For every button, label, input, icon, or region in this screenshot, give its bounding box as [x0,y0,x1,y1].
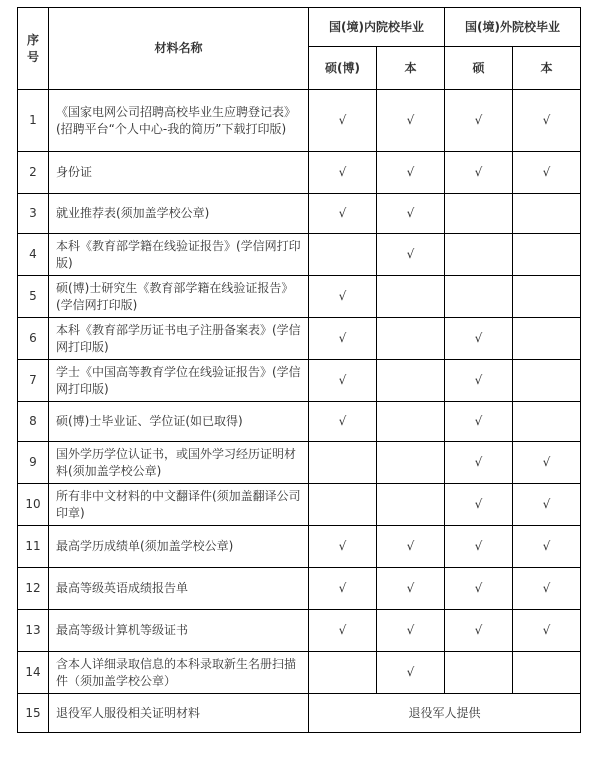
check-cell-domestic-master [309,484,377,526]
check-cell-domestic-bachelor [377,442,445,484]
check-cell-domestic-bachelor [377,402,445,442]
header-domestic-bachelor: 本 [377,47,445,90]
checkmark-icon: √ [474,623,483,637]
table-row [18,526,581,568]
material-name: 本科《教育部学籍在线验证报告》(学信网打印版) [49,234,309,276]
table-row [18,568,581,610]
checkmark-icon: √ [338,113,347,127]
table-row [18,442,581,484]
checkmark-icon: √ [406,581,415,595]
material-name: 最高学历成绩单(须加盖学校公章) [49,526,309,568]
check-cell-domestic-bachelor [377,360,445,402]
check-cell-foreign-bachelor [513,484,581,526]
check-cell-domestic-bachelor [377,318,445,360]
row-number: 12 [18,568,49,610]
checkmark-icon: √ [542,455,551,469]
check-cell-foreign-master [445,652,513,694]
check-cell-domestic-master [309,360,377,402]
check-cell-foreign-master [445,568,513,610]
check-cell-foreign-master [445,442,513,484]
check-cell-domestic-bachelor [377,484,445,526]
checkmark-icon: √ [474,113,483,127]
header-foreign-bachelor: 本 [513,47,581,90]
check-cell-foreign-bachelor [513,194,581,234]
check-cell-foreign-master [445,234,513,276]
material-name: 国外学历学位认证书，或国外学习经历证明材料(须加盖学校公章) [49,442,309,484]
table-row [18,318,581,360]
table-row [18,402,581,442]
check-cell-foreign-bachelor [513,442,581,484]
material-name: 学士《中国高等教育学位在线验证报告》(学信网打印版) [49,360,309,402]
checkmark-icon: √ [474,165,483,179]
checkmark-icon: √ [338,206,347,220]
header-material-name: 材料名称 [49,8,309,90]
checkmark-icon: √ [474,414,483,428]
checkmark-icon: √ [406,247,415,261]
checkmark-icon: √ [406,665,415,679]
row-number: 9 [18,442,49,484]
check-cell-foreign-bachelor [513,152,581,194]
row-number: 13 [18,610,49,652]
check-cell-foreign-bachelor [513,318,581,360]
check-cell-domestic-master [309,152,377,194]
material-name: 硕(博)士研究生《教育部学籍在线验证报告》(学信网打印版) [49,276,309,318]
row-number: 5 [18,276,49,318]
checkmark-icon: √ [406,539,415,553]
check-cell-domestic-master [309,402,377,442]
row-number: 14 [18,652,49,694]
checkmark-icon: √ [406,165,415,179]
check-cell-domestic-master [309,610,377,652]
material-name: 含本人详细录取信息的本科录取新生名册扫描件（须加盖学校公章） [49,652,309,694]
checkmark-icon: √ [474,539,483,553]
check-cell-domestic-master [309,568,377,610]
header-domestic: 国(境)内院校毕业 [309,8,445,47]
checkmark-icon: √ [338,623,347,637]
table-row [18,276,581,318]
material-name: 硕(博)士毕业证、学位证(如已取得) [49,402,309,442]
check-cell-foreign-master [445,484,513,526]
checkmark-icon: √ [542,497,551,511]
check-cell-domestic-bachelor [377,526,445,568]
material-name: 身份证 [49,152,309,194]
row-number: 8 [18,402,49,442]
checkmark-icon: √ [542,623,551,637]
check-cell-foreign-bachelor [513,610,581,652]
checkmark-icon: √ [338,581,347,595]
row-number: 2 [18,152,49,194]
checkmark-icon: √ [338,414,347,428]
materials-table [17,7,581,733]
check-cell-domestic-master [309,318,377,360]
header-foreign-master: 硕 [445,47,513,90]
checkmark-icon: √ [542,113,551,127]
checkmark-icon: √ [338,331,347,345]
check-cell-domestic-master [309,276,377,318]
table-row [18,360,581,402]
material-name: 所有非中文材料的中文翻译件(须加盖翻译公司印章) [49,484,309,526]
check-cell-foreign-master [445,194,513,234]
check-cell-foreign-master [445,526,513,568]
checkmark-icon: √ [338,539,347,553]
checkmark-icon: √ [474,373,483,387]
header-seq: 序 号 [18,8,49,90]
check-cell-foreign-bachelor [513,360,581,402]
row-number: 10 [18,484,49,526]
check-cell-foreign-bachelor [513,526,581,568]
checkmark-icon: √ [338,165,347,179]
checkmark-icon: √ [542,539,551,553]
checkmark-icon: √ [474,581,483,595]
check-cell-domestic-master [309,90,377,152]
row-number: 1 [18,90,49,152]
header-foreign: 国(境)外院校毕业 [445,8,581,47]
check-cell-foreign-bachelor [513,568,581,610]
checkmark-icon: √ [474,497,483,511]
checkmark-icon: √ [406,623,415,637]
checkmark-icon: √ [338,289,347,303]
row-number: 6 [18,318,49,360]
row-number: 7 [18,360,49,402]
check-cell-foreign-bachelor [513,276,581,318]
table-row [18,90,581,152]
table-row [18,610,581,652]
checkmark-icon: √ [474,331,483,345]
material-name: 退役军人服役相关证明材料 [49,694,309,733]
check-cell-foreign-master [445,402,513,442]
table-row [18,694,581,733]
check-cell-foreign-bachelor [513,234,581,276]
check-cell-foreign-master [445,360,513,402]
check-cell-domestic-bachelor [377,610,445,652]
check-cell-foreign-bachelor [513,90,581,152]
check-cell-foreign-master [445,152,513,194]
checkmark-icon: √ [406,206,415,220]
check-cell-domestic-bachelor [377,90,445,152]
check-cell-domestic-master [309,234,377,276]
check-cell-foreign-bachelor [513,652,581,694]
check-cell-foreign-master [445,318,513,360]
material-name: 《国家电网公司招聘高校毕业生应聘登记表》(招聘平台“个人中心-我的简历”下载打印版) [49,90,309,152]
header-domestic-master: 硕(博) [309,47,377,90]
check-cell-domestic-master [309,526,377,568]
check-cell-domestic-bachelor [377,276,445,318]
check-cell-domestic-master [309,442,377,484]
check-cell-domestic-master [309,194,377,234]
check-cell-foreign-master [445,610,513,652]
checkmark-icon: √ [406,113,415,127]
table-row [18,234,581,276]
check-cell-domestic-bachelor [377,234,445,276]
row-number: 11 [18,526,49,568]
table-body [18,90,581,733]
material-name: 最高等级计算机等级证书 [49,610,309,652]
table-row [18,652,581,694]
checkmark-icon: √ [474,455,483,469]
check-cell-foreign-master [445,90,513,152]
row-number: 4 [18,234,49,276]
check-cell-domestic-bachelor [377,152,445,194]
check-cell-domestic-bachelor [377,652,445,694]
provided-by-note: 退役军人提供 [309,694,581,733]
checkmark-icon: √ [542,581,551,595]
material-name: 就业推荐表(须加盖学校公章) [49,194,309,234]
check-cell-domestic-bachelor [377,194,445,234]
check-cell-domestic-master [309,652,377,694]
table-row [18,484,581,526]
check-cell-foreign-bachelor [513,402,581,442]
check-cell-domestic-bachelor [377,568,445,610]
table-row [18,152,581,194]
checkmark-icon: √ [338,373,347,387]
row-number: 15 [18,694,49,733]
checkmark-icon: √ [542,165,551,179]
material-name: 本科《教育部学历证书电子注册备案表》(学信网打印版) [49,318,309,360]
material-name: 最高等级英语成绩报告单 [49,568,309,610]
table-row [18,194,581,234]
check-cell-foreign-master [445,276,513,318]
row-number: 3 [18,194,49,234]
